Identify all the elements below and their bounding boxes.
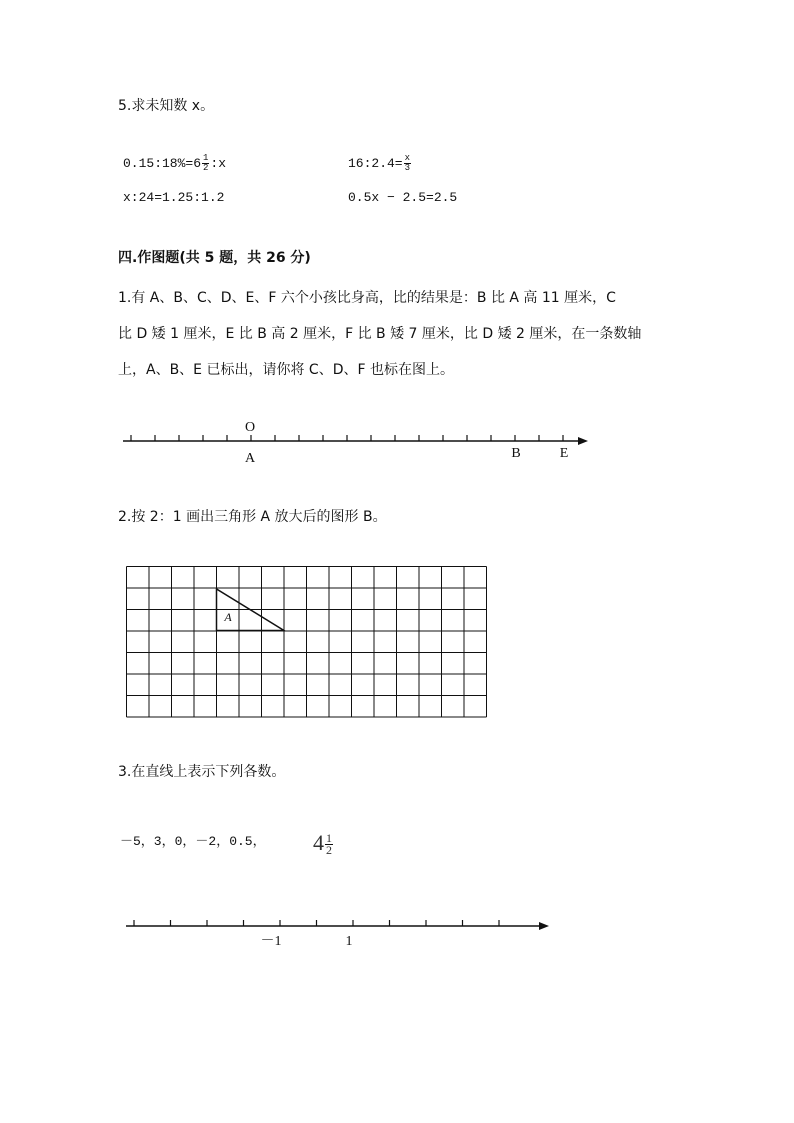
q1-text-line-1: 1.有 A、B、C、D、E、F 六个小孩比身高，比的结果是：B 比 A 高 11 厘米，C (118, 290, 616, 306)
q1-origin-label: O (244, 420, 256, 435)
q3-number-list: －5，3，0，－2，0.5， (120, 834, 266, 849)
q3-axis-line (126, 922, 549, 930)
equation-1-right: :x (210, 155, 227, 171)
q1-label-e: E (559, 446, 569, 461)
q1-text-line-3: 上，A、B、E 已标出，请你将 C、D、F 也标在图上。 (118, 362, 454, 378)
equation-4: 0.5x − 2.5=2.5 (348, 190, 458, 205)
equation-1-left: 0.15:18%=6 (123, 155, 202, 171)
q2-triangle-label: A (224, 610, 232, 624)
q2-text: 2.按 2：1 画出三角形 A 放大后的图形 B。 (118, 509, 387, 525)
equation-1-fraction: $\frac{1}{2}$ (203, 153, 209, 173)
q3-mixed-whole: 4 (313, 830, 324, 855)
equation-2-fraction: $\frac{x}{3}$ (404, 153, 411, 173)
q3-text: 3.在直线上表示下列各数。 (118, 764, 286, 780)
q3-label-1: 1 (345, 934, 353, 949)
equation-3: x:24=1.25:1.2 (123, 190, 225, 205)
section-4-heading: 四.作图题(共 5 题，共 26 分) (118, 250, 311, 266)
q3-axis-ticks (134, 920, 499, 926)
q1-text-line-2: 比 D 矮 1 厘米，E 比 B 高 2 厘米，F 比 B 矮 7 厘米，比 D 矮 2 厘米，在一条数轴 (118, 326, 642, 342)
q3-mixed-fraction: $\frac{1}{2}$ (326, 831, 332, 858)
section-5-title: 5.求未知数 x。 (118, 98, 215, 114)
equation-2-left: 16:2.4= (348, 155, 403, 171)
q3-label-neg1: －1 (260, 934, 282, 949)
q1-label-a: A (244, 451, 256, 466)
q1-label-b: B (511, 446, 521, 461)
